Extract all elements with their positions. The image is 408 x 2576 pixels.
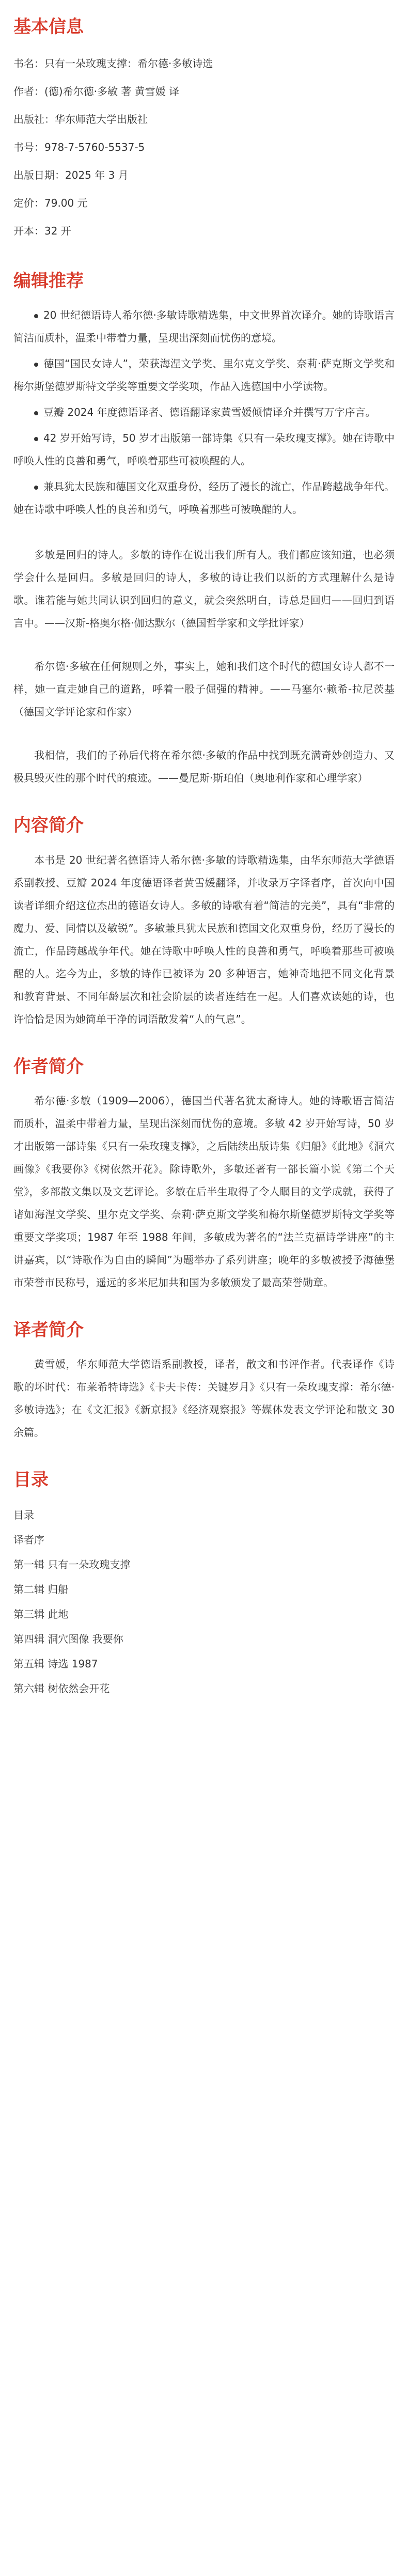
recommend-bullet-text: 德国“国民女诗人”，荣获海涅文学奖、里尔克文学奖、奈莉·萨克斯文学奖和梅尔斯堡德罗斯特文学奖等重要文学奖项，作品入选德国中小学读物。 [13, 357, 395, 393]
recommend-bullet-text: 兼具犹太民族和德国文化双重身份，经历了漫长的流亡，作品跨越战争年代。她在诗歌中呼唤人性的良善和勇气，呼唤着那些可被唤醒的人。 [13, 480, 395, 516]
recommend-bullet [13, 352, 395, 398]
translator-heading: 译者简介 [13, 1319, 84, 1340]
toc-item: 第三辑 此地 [13, 1608, 69, 1621]
basic-info-section [13, 15, 395, 245]
bullet-dot-icon [34, 363, 38, 367]
toc-item: 目录 [13, 1509, 34, 1522]
toc-heading: 目录 [13, 1469, 49, 1490]
recommend-quote: 希尔德·多敏在任何规则之外，事实上，她和我们这个时代的德国女诗人都不一样，她一直走她自己的道路，呼着一股子倔强的精神。——马塞尔·赖希-拉尼茨基（德国文学评论家和作家） [13, 660, 395, 719]
recommend-section [13, 270, 395, 789]
toc-item: 第四辑 洞穴图像 我要你 [13, 1633, 123, 1646]
summary-heading: 内容简介 [13, 815, 84, 836]
info-title: 书名：只有一朵玫瑰支撑：希尔德·多敏诗选 [13, 57, 213, 70]
recommend-bullet [13, 401, 395, 424]
bullet-dot-icon [34, 314, 38, 318]
recommend-quote: 多敏是回归的诗人。多敏的诗作在说出我们所有人。我们都应该知道，也必须学会什么是回归。多敏是回归的诗人，多敏的诗让我们以新的方式理解什么是诗歌。谁若能与她共同认识到回归的意义，就会突然明白，诗总是回归——回归到语言中。——汉斯-格奥尔格·伽达默尔（德国哲学家和文学批评家） [13, 549, 395, 630]
recommend-bullet-text: 42 岁开始写诗，50 岁才出版第一部诗集《只有一朵玫瑰支撑》。她在诗歌中呼唤人性的良善和勇气，呼唤着那些可被唤醒的人。 [13, 432, 395, 467]
info-publisher: 出版社：华东师范大学出版社 [13, 113, 148, 126]
info-format: 开本：32 开 [13, 225, 71, 238]
toc-item: 第六辑 树依然会开花 [13, 1682, 110, 1695]
author-heading: 作者简介 [13, 1056, 84, 1077]
bullet-dot-icon [34, 411, 38, 415]
toc-item: 第一辑 只有一朵玫瑰支撑 [13, 1558, 131, 1571]
toc-item: 译者序 [13, 1534, 44, 1547]
info-price: 定价：79.00 元 [13, 197, 88, 210]
translator-text: 黄雪媛，华东师范大学德语系副教授，译者，散文和书评作者。代表译作《诗歌的坏时代：布莱希特诗选》《卡夫卡传：关键岁月》《只有一朵玫瑰支撑：希尔德·多敏诗选》；在《文汇报》《新京报》《经济观察报》等媒体发表文学评论和散文 30 余篇。 [13, 1357, 395, 1439]
recommend-bullets [13, 304, 395, 521]
info-publish-date: 出版日期：2025 年 3 月 [13, 169, 129, 182]
basic-info-heading: 基本信息 [13, 17, 84, 37]
summary-section [13, 814, 395, 1030]
recommend-quote: 我相信，我们的子孙后代将在希尔德·多敏的作品中找到既充满奇妙创造力、又极具毁灭性的那个时代的痕迹。——曼尼斯·斯珀伯（奥地利作家和心理学家） [13, 749, 395, 785]
recommend-bullet [13, 304, 395, 349]
info-isbn: 书号：978-7-5760-5537-5 [13, 141, 145, 154]
translator-section [13, 1319, 395, 1444]
recommend-bullet [13, 427, 395, 472]
bullet-dot-icon [34, 486, 38, 490]
recommend-bullet-text: 20 世纪德语诗人希尔德·多敏诗歌精选集，中文世界首次译介。她的诗歌语言简洁而质朴，温柔中带着力量，呈现出深刻而忧伤的意境。 [13, 309, 395, 345]
recommend-bullet [13, 475, 395, 521]
recommend-bullet-text: 豆瓣 2024 年度德语译者、德语翻译家黄雪媛倾情译介并撰写万字序言。 [43, 406, 376, 419]
toc-item: 第二辑 归船 [13, 1583, 69, 1596]
info-author: 作者：(德)希尔德·多敏 著 黄雪媛 译 [13, 85, 180, 98]
toc-item: 第五辑 诗选 1987 [13, 1658, 98, 1671]
toc-section [13, 1469, 395, 1701]
author-section [13, 1055, 395, 1294]
bullet-dot-icon [34, 437, 38, 441]
author-text: 希尔德·多敏（1909—2006），德国当代著名犹太裔诗人。她的诗歌语言简洁而质朴，温柔中带着力量，呈现出深刻而忧伤的意境。多敏 42 岁开始写诗，50 岁才出版第一部诗集《只有一朵玫瑰支撑》，之后陆续出版诗集《归船》《此地》《洞穴画像》《我要你》《树依然开花》。除诗歌外，多敏还著有一部长篇小说《第二个天堂》，多部散文集以及文艺评论。多敏在后半生取得了令人瞩目的文学成就，获得了诸如海涅文学奖、里尔克文学奖、奈莉·萨克斯文学奖和梅尔斯堡德罗斯特文学奖等重要文学奖项；1987 年至 1988 年间，多敏成为著名的“法兰克福诗学讲座”的主讲嘉宾，以“诗歌作为自由的瞬间”为题举办了系列讲座；晚年的多敏被授予海德堡市荣誉市民称号，遥远的多米尼加共和国为多敏颁发了最高荣誉勋章。 [13, 1094, 395, 1289]
summary-text: 本书是 20 世纪著名德语诗人希尔德·多敏的诗歌精选集，由华东师范大学德语系副教授、豆瓣 2024 年度德语译者黄雪媛翻译，并收录万字译者序，首次向中国读者详细介绍这位杰出的德语女诗人。多敏的诗歌有着“简洁的完美”，具有“非常的魔力、爱、同情以及敏锐”。多敏兼具犹太民族和德国文化双重身份，经历了漫长的流亡，作品跨越战争年代。她在诗歌中呼唤人性的良善和勇气，呼唤着那些可被唤醒的人。迄今为止，多敏的诗作已被译为 20 多种语言，她神奇地把不同文化背景和教育背景、不同年龄层次和社会阶层的读者连结在一起。人们喜欢读她的诗，也许恰恰是因为她简单干净的词语散发着“人的气息”。 [13, 853, 395, 1025]
recommend-heading: 编辑推荐 [13, 271, 84, 292]
